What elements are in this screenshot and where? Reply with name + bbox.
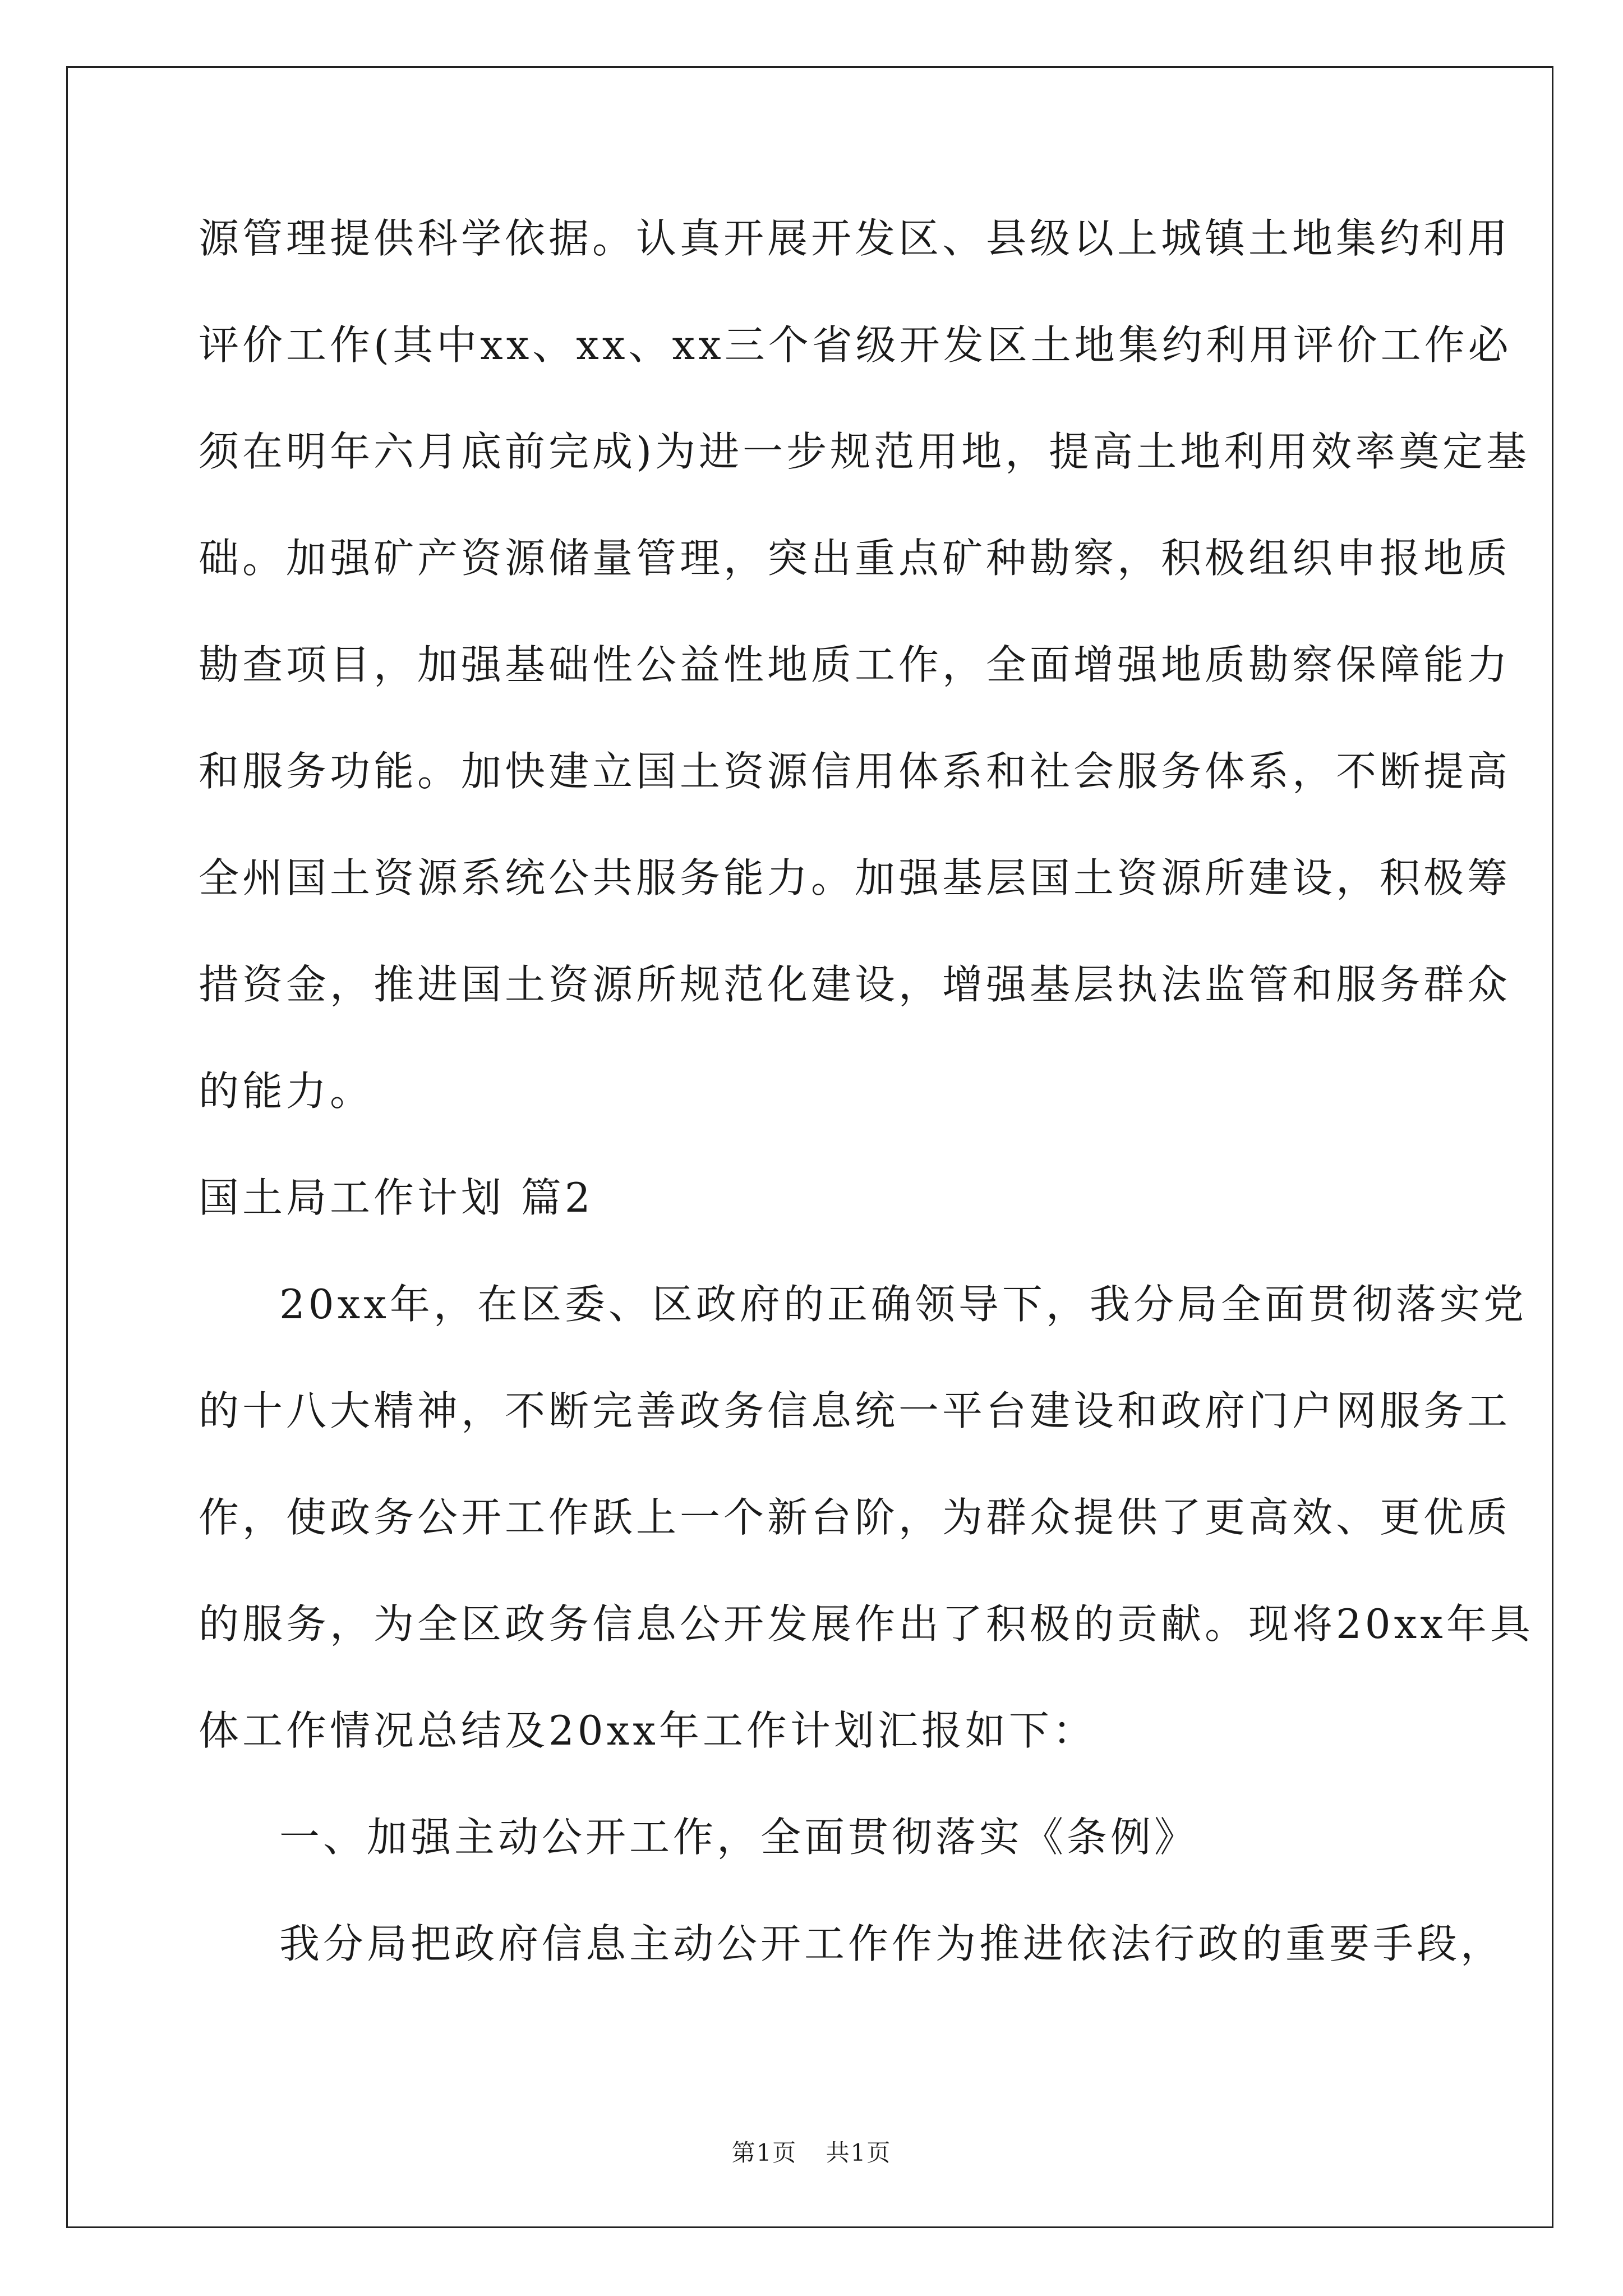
- body-line: 全州国土资源系统公共服务能力。加强基层国土资源所建设，积极筹: [199, 854, 1511, 901]
- body-line: 和服务功能。加快建立国土资源信用体系和社会服务体系，不断提高: [199, 748, 1511, 795]
- body-line: 础。加强矿产资源储量管理，突出重点矿种勘察，积极组织申报地质: [199, 535, 1511, 582]
- page-border: [66, 66, 1553, 2228]
- body-line: 的十八大精神，不断完善政务信息统一平台建设和政府门户网服务工: [199, 1387, 1511, 1434]
- body-line: 源管理提供科学依据。认真开展开发区、县级以上城镇土地集约利用: [199, 215, 1511, 262]
- body-line: 勘查项目，加强基础性公益性地质工作，全面增强地质勘察保障能力: [199, 641, 1511, 688]
- section-heading: 国土局工作计划 篇2: [199, 1174, 594, 1221]
- body-line: 20xx年，在区委、区政府的正确领导下，我分局全面贯彻落实党: [279, 1281, 1527, 1328]
- subsection-heading: 一、加强主动公开工作，全面贯彻落实《条例》: [279, 1814, 1198, 1861]
- body-line: 的能力。: [199, 1068, 374, 1115]
- body-line: 体工作情况总结及20xx年工作计划汇报如下：: [199, 1707, 1096, 1754]
- body-line: 须在明年六月底前完成)为进一步规范用地，提高土地利用效率奠定基: [199, 428, 1530, 475]
- body-line: 评价工作(其中xx、xx、xx三个省级开发区土地集约利用评价工作必: [199, 321, 1512, 369]
- page-footer: [0, 2136, 1623, 2170]
- body-line: 我分局把政府信息主动公开工作作为推进依法行政的重要手段，: [279, 1920, 1505, 1967]
- page-number: 第1页: [731, 2139, 797, 2166]
- body-line: 的服务，为全区政务信息公开发展作出了积极的贡献。现将20xx年具: [199, 1600, 1534, 1648]
- body-line: 作，使政务公开工作跃上一个新台阶，为群众提供了更高效、更优质: [199, 1494, 1511, 1541]
- page-total: 共1页: [826, 2139, 892, 2166]
- body-line: 措资金，推进国土资源所规范化建设，增强基层执法监管和服务群众: [199, 961, 1511, 1008]
